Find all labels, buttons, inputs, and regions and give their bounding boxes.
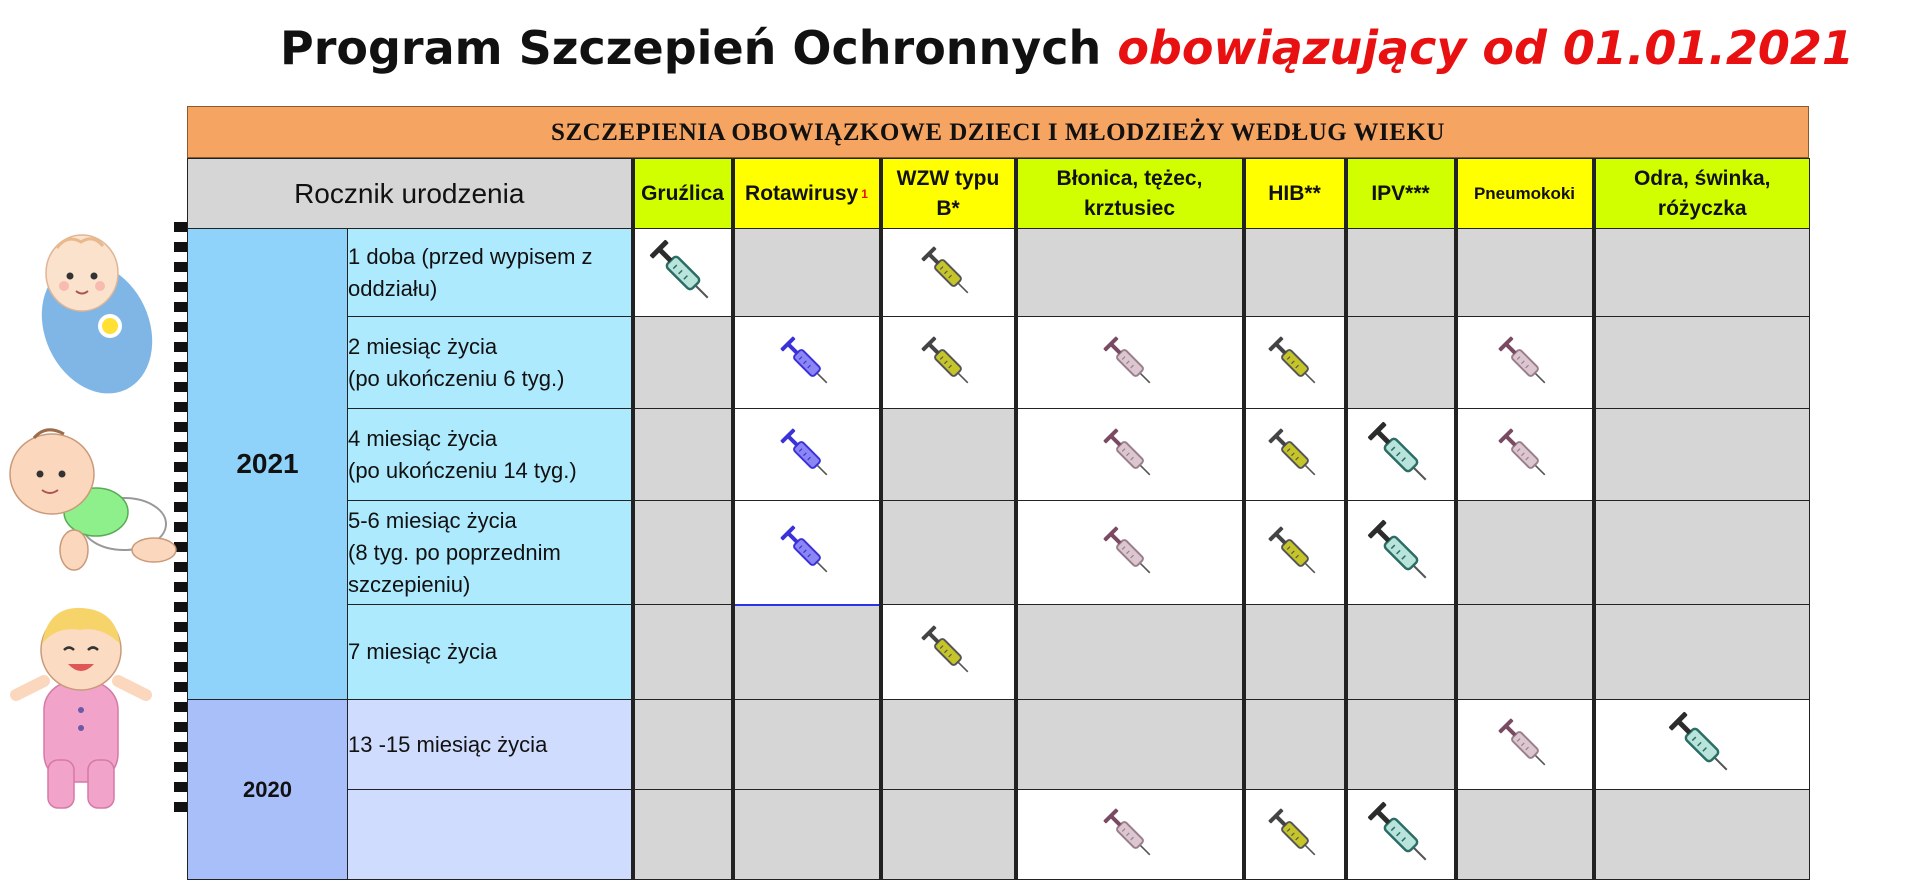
vaccine-cell — [1456, 501, 1594, 605]
standing-toddler-icon — [6, 600, 156, 810]
vaccine-cell — [881, 409, 1016, 501]
column-header-pneumokoki: Pneumokoki — [1456, 159, 1594, 229]
vaccine-cell — [1456, 790, 1594, 880]
vaccine-cell — [881, 317, 1016, 409]
age-cell — [348, 700, 633, 790]
vaccine-cell — [1346, 317, 1456, 409]
year-cell-2021: 2021 — [188, 229, 348, 700]
age-line: 2 miesiąc życia — [348, 333, 498, 359]
age-cell — [348, 790, 633, 880]
age-line: (8 tyg. po poprzednim — [348, 539, 561, 565]
vaccine-cell — [733, 501, 881, 605]
table-row — [188, 700, 1810, 790]
vaccine-cell — [633, 790, 733, 880]
vaccine-cell — [633, 409, 733, 501]
vaccine-cell — [1016, 229, 1244, 317]
vaccine-cell — [881, 605, 1016, 700]
vaccine-cell — [1016, 790, 1244, 880]
vaccine-cell — [633, 605, 733, 700]
table-banner: SZCZEPIENIA OBOWIĄZKOWE DZIECI I MŁODZIEŻY WEDŁUG WIEKU — [187, 106, 1809, 158]
teal-syringe-icon — [1361, 795, 1441, 875]
title-effective-date: obowiązujący od 01.01.2021 — [1117, 21, 1854, 75]
vaccine-cell — [1346, 700, 1456, 790]
vaccine-cell — [1456, 409, 1594, 501]
column-header-wzw-b: WZW typu B* — [881, 159, 1016, 229]
vaccine-cell — [733, 229, 881, 317]
vaccine-cell — [733, 317, 881, 409]
age-cell — [348, 409, 633, 501]
yellow-syringe-icon — [1263, 521, 1327, 585]
age-line: 5-6 miesiąc życia — [348, 507, 517, 533]
age-line: szczepieniu) — [348, 571, 471, 597]
age-cell — [348, 501, 633, 605]
mauve-syringe-icon — [1493, 423, 1557, 487]
page-title — [280, 18, 1854, 78]
vaccine-cell — [1594, 317, 1810, 409]
yellow-syringe-icon — [916, 241, 980, 305]
vaccine-cell — [1244, 605, 1346, 700]
column-header-rotawirusy-label: Rotawirusy — [745, 181, 859, 205]
table-row — [188, 229, 1810, 317]
blue-syringe-icon — [775, 520, 839, 584]
vaccine-cell — [1244, 501, 1346, 605]
vaccine-cell — [1016, 605, 1244, 700]
mauve-syringe-icon — [1098, 423, 1162, 487]
table-row — [188, 501, 1810, 605]
vaccine-cell — [1016, 700, 1244, 790]
vaccine-cell — [1456, 700, 1594, 790]
blue-syringe-icon — [775, 331, 839, 395]
column-header-ipv: IPV*** — [1346, 159, 1456, 229]
teal-syringe-icon — [1361, 415, 1441, 495]
mauve-syringe-icon — [1493, 713, 1557, 777]
column-header-blonica-tezec-krztusiec: Błonica, tężec, krztusiec — [1016, 159, 1244, 229]
header-row — [188, 159, 1810, 229]
age-line: oddziału) — [348, 275, 438, 301]
crawling-baby-icon — [4, 412, 179, 582]
vaccine-cell — [1244, 409, 1346, 501]
swaddled-baby-icon — [22, 218, 162, 398]
vaccination-schedule — [187, 106, 1811, 826]
vaccine-cell — [1456, 229, 1594, 317]
vaccine-cell — [1594, 501, 1810, 605]
vaccine-cell — [633, 229, 733, 317]
age-line: (po ukończeniu 6 tyg.) — [348, 365, 565, 391]
vaccine-cell — [1346, 790, 1456, 880]
column-header-gruzlica: Gruźlica — [633, 159, 733, 229]
table-row — [188, 409, 1810, 501]
mauve-syringe-icon — [1098, 521, 1162, 585]
vaccine-cell — [1244, 317, 1346, 409]
vaccine-cell — [1346, 605, 1456, 700]
vaccine-cell — [881, 790, 1016, 880]
vaccine-cell — [1016, 409, 1244, 501]
vaccine-cell — [1346, 229, 1456, 317]
vaccine-cell — [1244, 700, 1346, 790]
mauve-syringe-icon — [1493, 331, 1557, 395]
vaccine-cell — [1346, 501, 1456, 605]
age-line: 4 miesiąc życia — [348, 425, 498, 451]
vaccine-cell — [733, 790, 881, 880]
vaccine-cell — [1244, 229, 1346, 317]
column-header-rotawirusy — [733, 159, 881, 229]
table-row — [188, 317, 1810, 409]
blue-syringe-icon — [775, 423, 839, 487]
age-line: 13 -15 miesiąc życia — [348, 731, 548, 757]
teal-syringe-icon — [1361, 513, 1441, 593]
yellow-syringe-icon — [1263, 331, 1327, 395]
age-line: (po ukończeniu 14 tyg.) — [348, 457, 577, 483]
yellow-syringe-icon — [916, 620, 980, 684]
vaccine-cell — [633, 317, 733, 409]
column-header-hib: HIB** — [1244, 159, 1346, 229]
vaccine-cell — [881, 501, 1016, 605]
vaccine-cell — [633, 700, 733, 790]
vaccine-cell — [733, 409, 881, 501]
column-header-odra-swinka-rozyczka: Odra, świnka, różyczka — [1594, 159, 1810, 229]
vaccine-cell — [1594, 700, 1810, 790]
table-row — [188, 605, 1810, 700]
footnote-marker: 1 — [861, 186, 868, 201]
yellow-syringe-icon — [916, 331, 980, 395]
age-line: 7 miesiąc życia — [348, 639, 498, 664]
yellow-syringe-icon — [1263, 803, 1327, 867]
vaccine-cell — [1244, 790, 1346, 880]
age-cell — [348, 317, 633, 409]
vaccine-cell — [1016, 501, 1244, 605]
vaccine-cell — [881, 700, 1016, 790]
vaccine-cell — [1594, 409, 1810, 501]
vaccine-cell — [633, 501, 733, 605]
table-row — [188, 790, 1810, 880]
vaccine-cell — [1594, 229, 1810, 317]
schedule-table — [187, 158, 1810, 880]
yellow-syringe-icon — [1263, 423, 1327, 487]
vaccine-cell — [1016, 317, 1244, 409]
age-cell — [348, 605, 633, 700]
vaccine-cell — [733, 700, 881, 790]
mauve-syringe-icon — [1098, 803, 1162, 867]
mauve-syringe-icon — [1098, 331, 1162, 395]
age-cell — [348, 229, 633, 317]
vaccine-cell — [1594, 605, 1810, 700]
teal-syringe-icon — [643, 233, 723, 313]
teal-syringe-icon — [1662, 705, 1742, 785]
vaccine-cell — [733, 605, 881, 700]
vaccine-cell — [1456, 605, 1594, 700]
vaccine-cell — [1594, 790, 1810, 880]
age-line: 1 doba (przed wypisem z — [348, 243, 593, 269]
year-cell-2020: 2020 — [188, 700, 348, 880]
birth-year-header: Rocznik urodzenia — [188, 159, 633, 229]
vaccine-cell — [881, 229, 1016, 317]
vaccine-cell — [1456, 317, 1594, 409]
vaccine-cell — [1346, 409, 1456, 501]
title-main: Program Szczepień Ochronnych — [280, 21, 1102, 75]
